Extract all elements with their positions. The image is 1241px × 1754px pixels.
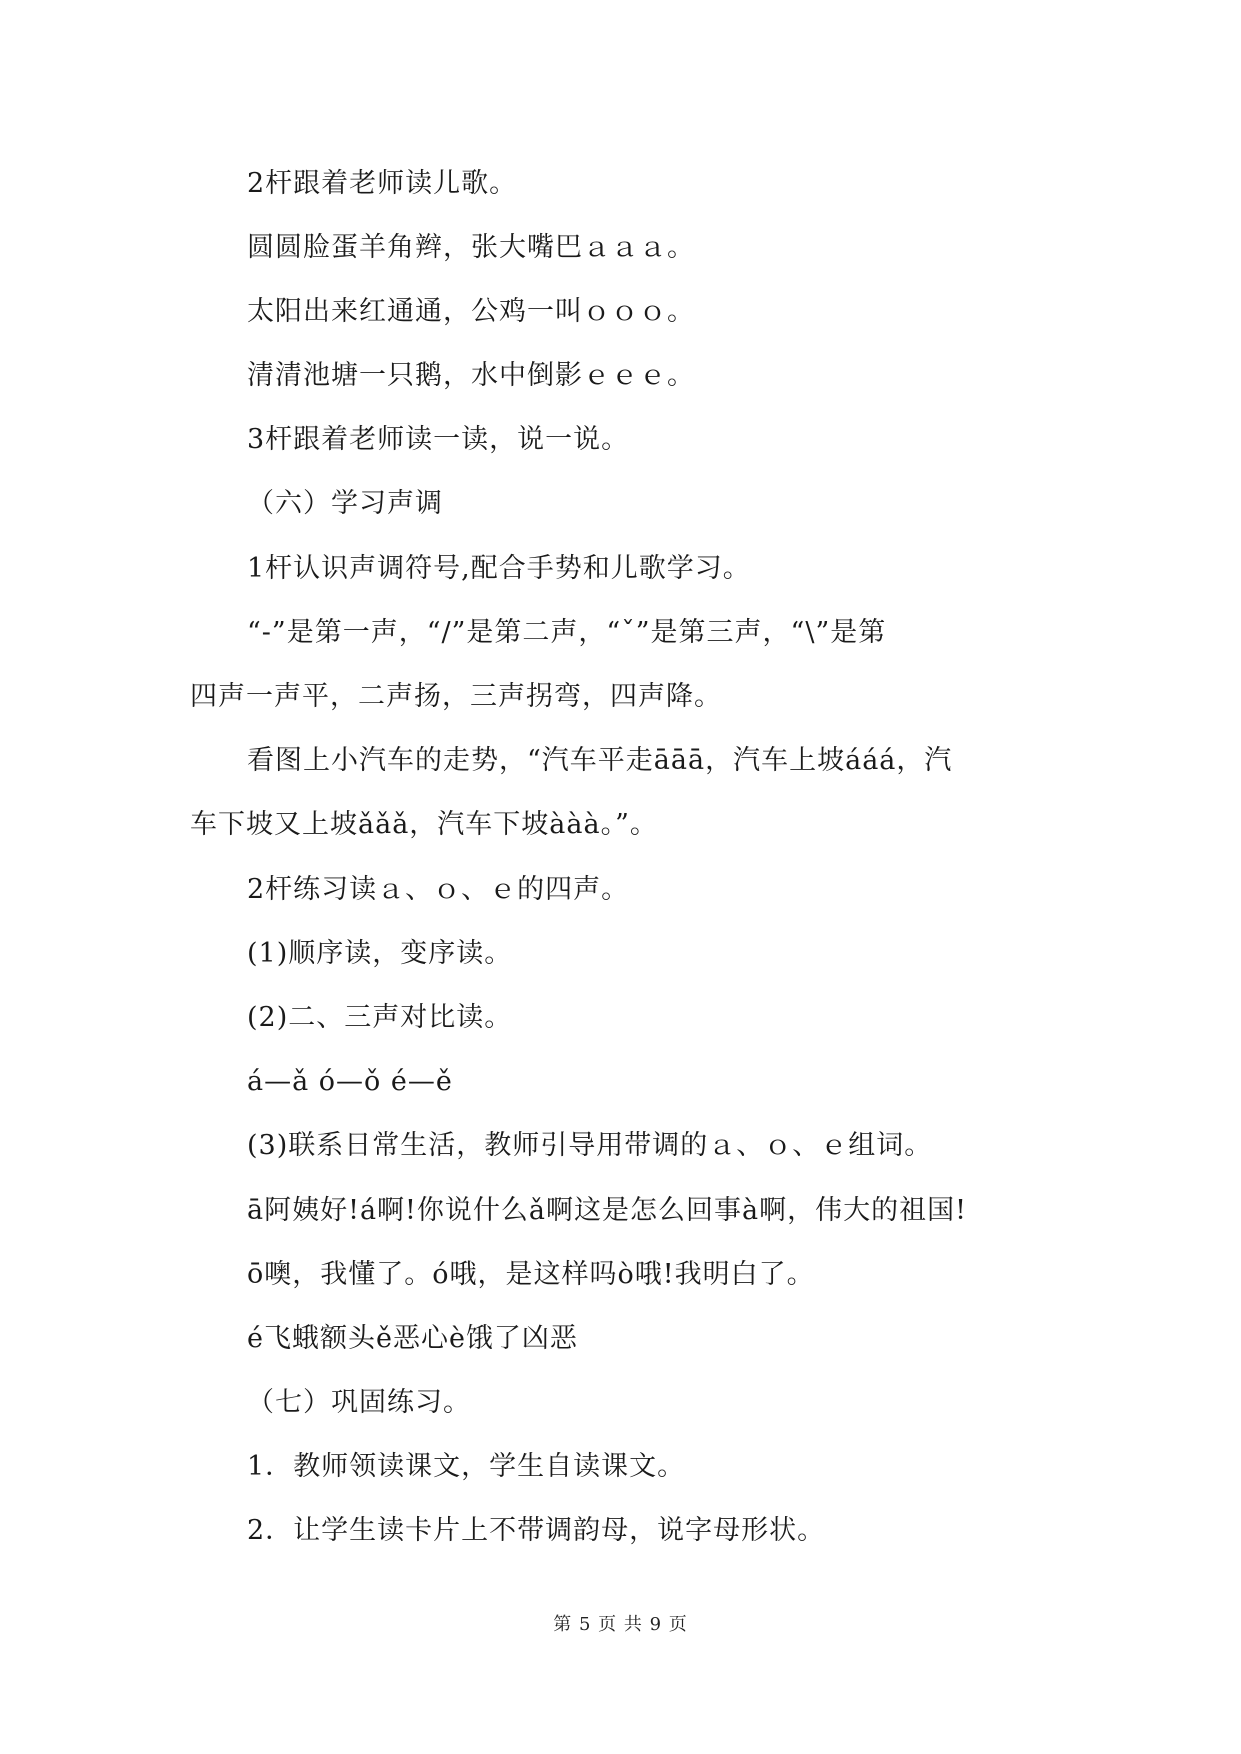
text-line: “-”是第一声，“/”是第二声，“ˇ”是第三声，“\”是第: [247, 617, 887, 648]
text-line: 车下坡又上坡ǎǎǎ，汽车下坡ààà。”。: [190, 809, 658, 840]
text-line: ō噢，我懂了。ó哦，是这样吗ò哦!我明白了。: [247, 1259, 815, 1290]
text-line: á—ǎ ó—ǒ é—ě: [247, 1066, 453, 1097]
text-line: (3)联系日常生活，教师引导用带调的ａ、ｏ、ｅ组词。: [247, 1130, 933, 1161]
text-line: 2杆练习读ａ、ｏ、ｅ的四声。: [247, 874, 630, 905]
text-line: 1杆认识声调符号,配合手势和儿歌学习。: [247, 553, 751, 584]
text-line: 看图上小汽车的走势，“汽车平走āāā，汽车上坡ááá，汽: [247, 745, 953, 776]
text-line: 四声一声平，二声扬，三声拐弯，四声降。: [190, 681, 722, 712]
section-heading: （七）巩固练习。: [247, 1387, 471, 1418]
page-footer: 第 5 页 共 9 页: [553, 1614, 688, 1635]
text-line: 1．教师领读课文，学生自读课文。: [247, 1451, 686, 1482]
section-heading: （六）学习声调: [247, 488, 443, 519]
text-line: 圆圆脸蛋羊角辫，张大嘴巴ａａａ。: [247, 232, 695, 263]
text-line: 3杆跟着老师读一读，说一说。: [247, 424, 630, 455]
text-line: (1)顺序读，变序读。: [247, 938, 513, 969]
text-line: 2．让学生读卡片上不带调韵母，说字母形状。: [247, 1515, 826, 1546]
text-line: 清清池塘一只鹅，水中倒影ｅｅｅ。: [247, 360, 695, 391]
text-line: 太阳出来红通通，公鸡一叫ｏｏｏ。: [247, 296, 695, 327]
text-line: 2杆跟着老师读儿歌。: [247, 168, 518, 199]
text-line: (2)二、三声对比读。: [247, 1002, 513, 1033]
text-line: é飞蛾额头ě恶心è饿了凶恶: [247, 1323, 578, 1354]
text-line: ā阿姨好!á啊!你说什么ǎ啊这是怎么回事à啊，伟大的祖国!: [247, 1195, 967, 1226]
